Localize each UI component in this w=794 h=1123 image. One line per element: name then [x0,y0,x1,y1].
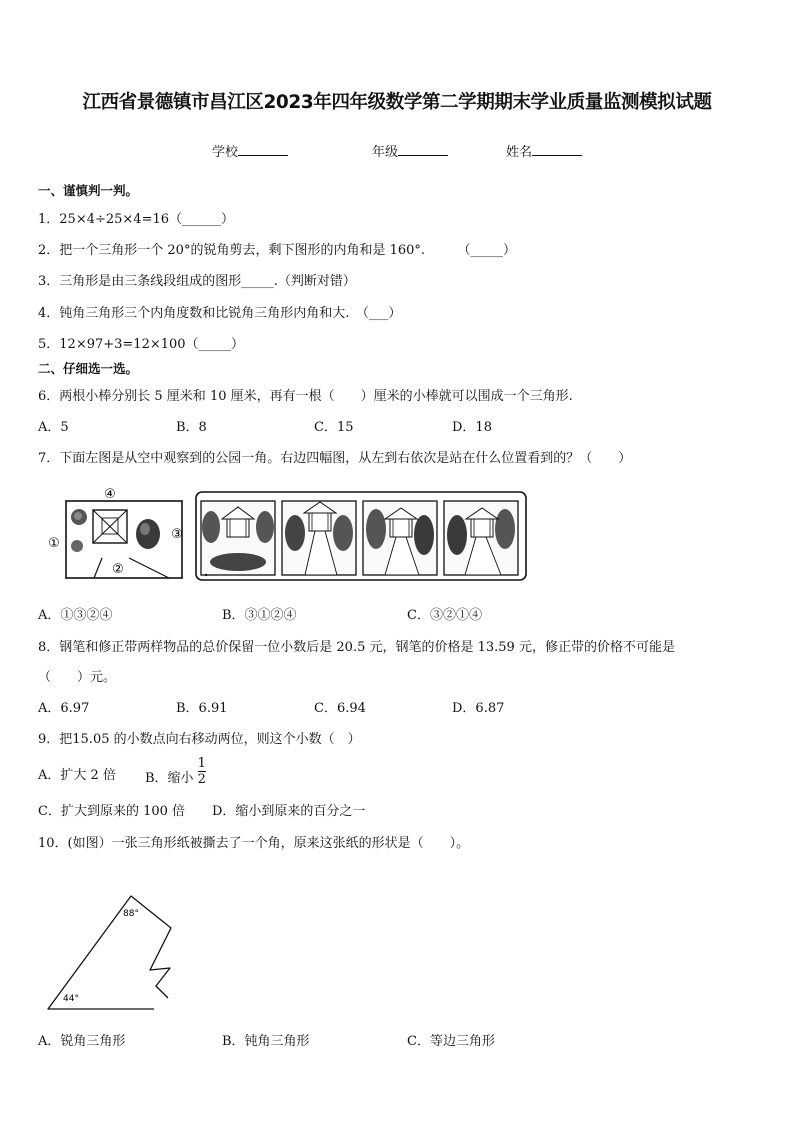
q8-option-a: A．6.97 [38,701,90,716]
q7-option-b: B．③①②④ [222,608,297,623]
map-label-3: ③ [171,527,183,542]
school-blank [238,143,288,156]
question-4: 4．钝角三角形三个内角度数和比锐角三角形内角和大. （___） [38,306,402,321]
grade-field [372,141,448,160]
q8-option-b: B．6.91 [176,701,228,716]
question-3: 3．三角形是由三条线段组成的图形_____.（判断对错） [38,274,356,289]
q10-option-a: A．锐角三角形 [38,1034,126,1049]
question-7: 7．下面左图是从空中观察到的公园一角。右边四幅图，从左到右依次是站在什么位置看到的？（ ） [38,451,632,466]
q6-option-c: C．15 [314,420,354,435]
question-8-cont: （ ）元。 [38,670,117,685]
q7-option-a: A．①③②④ [38,608,113,623]
map-label-4: ④ [104,487,116,502]
view-panel-2 [282,501,356,575]
school-field [212,141,288,160]
name-blank [532,143,582,156]
question-9: 9．把15.05 的小数点向右移动两位，则这个小数（ ） [38,732,361,747]
question-1: 1．25×4÷25×4=16（______） [38,212,235,227]
view-panel-1 [201,501,275,575]
name-label: 姓名 [506,145,533,160]
q9-option-a: A．扩大 2 倍 [38,768,116,783]
map-label-1: ① [48,536,60,551]
section-heading-2: 二、仔细选一选。 [38,361,139,376]
question-2: 2．把一个三角形一个 20°的锐角剪去，剩下图形的内角和是 160°. （_____） [38,243,517,258]
question-6: 6．两根小棒分别长 5 厘米和 10 厘米，再有一根（ ）厘米的小棒就可以围成一个三角形. [38,389,573,404]
question-10: 10．(如图）一张三角形纸被撕去了一个角，原来这张纸的形状是（ ）。 [38,836,470,851]
section-heading-1: 一、谨慎判一判。 [38,183,139,198]
q7-option-c: C．③②①④ [407,608,482,623]
q9-option-c: C．扩大到原来的 100 倍 [38,804,186,819]
q6-option-d: D．18 [452,420,492,435]
page-title: 江西省景德镇市昌江区2023年四年级数学第二学期期末学业质量监测模拟试题 [82,92,712,113]
name-field [506,141,582,160]
q8-option-d: D．6.87 [452,701,505,716]
torn-triangle-figure [44,894,184,1014]
q8-option-c: C．6.94 [314,701,366,716]
fraction-denominator: 2 [197,772,206,787]
four-views-figure [195,491,527,581]
q6-option-a: A．5 [38,420,69,435]
question-5: 5．12×97+3=12×100（_____） [38,337,245,352]
grade-label: 年级 [372,145,399,160]
q9-option-b [145,757,206,786]
angle-label-left: 44° [63,994,79,1004]
grade-blank [398,143,448,156]
park-map-figure [44,484,194,584]
fraction-numerator: 1 [197,756,206,771]
school-label: 学校 [212,145,239,160]
view-panel-3 [363,501,437,575]
map-label-2: ② [112,562,124,577]
fraction-one-half [198,757,206,786]
q10-option-b: B．钝角三角形 [222,1034,310,1049]
view-panel-4 [444,501,518,575]
q9-option-b-label: B．缩小 [145,771,194,786]
q10-option-c: C．等边三角形 [407,1034,495,1049]
q9-option-d: D．缩小到原来的百分之一 [212,804,366,819]
angle-label-top: 88° [123,909,139,919]
q6-option-b: B．8 [176,420,207,435]
question-8: 8．钢笔和修正带两样物品的总价保留一位小数后是 20.5 元，钢笔的价格是 13.59 元，修正带的价格不可能是 [38,640,675,655]
